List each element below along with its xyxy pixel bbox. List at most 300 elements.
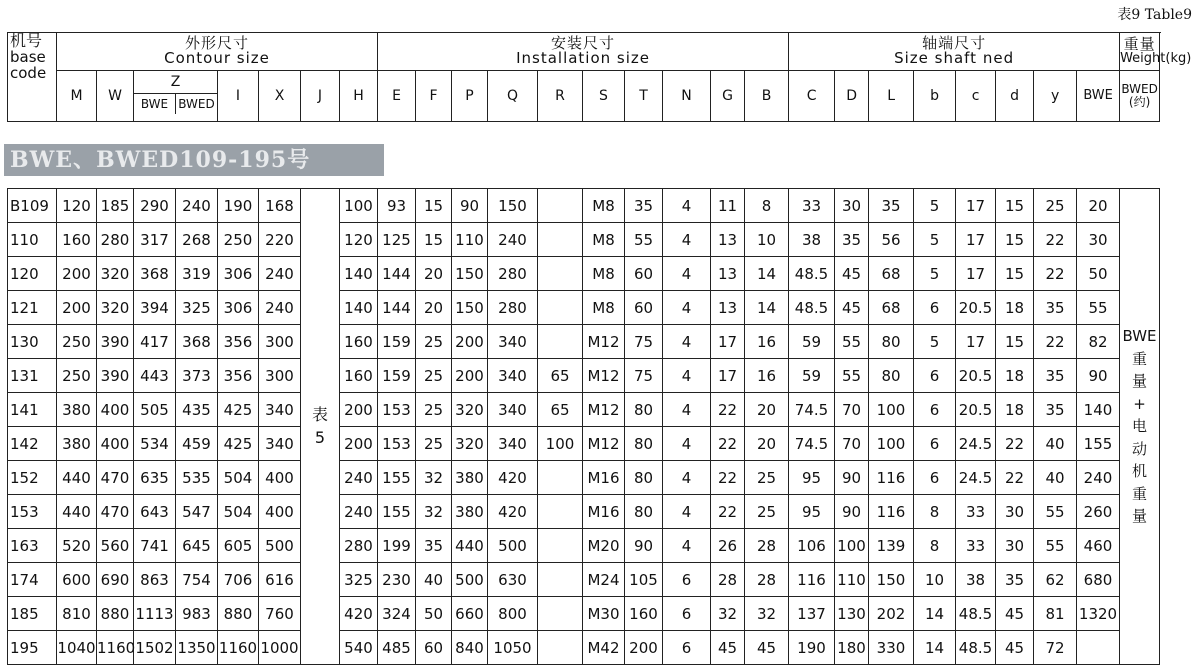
cell-r [538,529,583,563]
cell-w_bwe: 155 [1077,427,1120,461]
weight-note-char: 电 [1131,417,1147,436]
cell-w_bwe: 240 [1077,461,1120,495]
cell-h: 240 [340,495,378,529]
cell-q: 800 [488,597,538,631]
table-row [8,393,1160,427]
cell-p: 320 [452,393,488,427]
cell-p: 150 [452,257,488,291]
cell-w: 470 [97,461,134,495]
weight-note-char: + [1133,394,1146,413]
cell-z_bwe: 417 [134,325,176,359]
cell-g: 26 [711,529,745,563]
col-d-small-header: d [996,70,1034,121]
cell-q: 340 [488,359,538,393]
cell-e: 199 [378,529,416,563]
cell-g: 13 [711,223,745,257]
cell-x: 220 [259,223,301,257]
cell-w_bwe: 50 [1077,257,1120,291]
cell-c: 106 [789,529,835,563]
cell-w: 280 [97,223,134,257]
cell-h: 280 [340,529,378,563]
cell-i: 190 [218,189,259,223]
cell-e: 155 [378,495,416,529]
cell-d: 180 [835,631,869,665]
cell-z_bwe: 643 [134,495,176,529]
cell-f: 32 [416,461,452,495]
cell-d: 35 [835,223,869,257]
cell-z_bwed: 459 [176,427,218,461]
cell-c: 33 [956,495,996,529]
col-p-header: P [452,70,488,121]
cell-b: 8 [914,495,956,529]
col-f-header: F [416,70,452,121]
cell-h: 540 [340,631,378,665]
cell-w: 390 [97,325,134,359]
cell-d: 30 [996,529,1034,563]
z-label: Z [134,71,217,94]
cell-l: 35 [869,189,914,223]
install-zh: 安装尺寸 [551,33,616,52]
cell-m: 520 [57,529,97,563]
cell-d: 55 [835,359,869,393]
cell-p: 500 [452,563,488,597]
cell-q: 500 [488,529,538,563]
model-header [8,33,57,122]
cell-s: M8 [583,291,625,325]
cell-w_bwe: 30 [1077,223,1120,257]
cell-g: 17 [711,325,745,359]
col-d-header: D [835,70,869,121]
cell-d: 45 [835,291,869,325]
cell-w_bwe: 260 [1077,495,1120,529]
z-bwe-label: BWE [134,94,176,114]
cell-b: 6 [914,427,956,461]
cell-h: 160 [340,325,378,359]
cell-e: 93 [378,189,416,223]
cell-l: 139 [869,529,914,563]
table-row [8,461,1160,495]
cell-x: 400 [259,495,301,529]
cell-q: 1050 [488,631,538,665]
cell-b: 25 [745,495,789,529]
cell-l: 80 [869,359,914,393]
cell-c: 24.5 [956,427,996,461]
col-h-header: H [340,70,378,121]
cell-model: 120 [8,257,57,291]
cell-c: 95 [789,461,835,495]
cell-m: 250 [57,359,97,393]
cell-n: 4 [663,189,711,223]
cell-b: 14 [914,597,956,631]
cell-m: 1040 [57,631,97,665]
cell-c: 17 [956,189,996,223]
cell-p: 840 [452,631,488,665]
cell-b: 14 [745,257,789,291]
cell-h: 140 [340,257,378,291]
cell-q: 340 [488,325,538,359]
cell-w_bwe: 20 [1077,189,1120,223]
cell-n: 4 [663,325,711,359]
cell-z_bwed: 1350 [176,631,218,665]
cell-w_bwe: 140 [1077,393,1120,427]
cell-d: 70 [835,427,869,461]
cell-c: 48.5 [956,597,996,631]
cell-i: 504 [218,495,259,529]
cell-f: 40 [416,563,452,597]
cell-h: 200 [340,427,378,461]
cell-g: 22 [711,427,745,461]
cell-i: 880 [218,597,259,631]
cell-w: 1160 [97,631,134,665]
install-en: Installation size [516,49,651,68]
cell-b: 8 [914,529,956,563]
cell-c: 190 [789,631,835,665]
cell-s: M30 [583,597,625,631]
cell-c: 48.5 [789,257,835,291]
cell-f: 60 [416,631,452,665]
cell-e: 230 [378,563,416,597]
cell-s: M20 [583,529,625,563]
cell-b: 25 [745,461,789,495]
cell-s: M8 [583,223,625,257]
cell-z_bwed: 547 [176,495,218,529]
cell-model: 195 [8,631,57,665]
cell-f: 25 [416,359,452,393]
cell-d: 30 [996,495,1034,529]
cell-x: 300 [259,359,301,393]
cell-z_bwe: 317 [134,223,176,257]
cell-b: 20 [745,427,789,461]
cell-c: 24.5 [956,461,996,495]
cell-z_bwe: 635 [134,461,176,495]
cell-e: 125 [378,223,416,257]
weight-note-char: 量 [1131,507,1147,526]
col-b-header: B [745,70,789,121]
cell-y: 72 [1034,631,1077,665]
cell-d: 45 [996,597,1034,631]
cell-h: 240 [340,461,378,495]
table-row [8,223,1160,257]
cell-q: 340 [488,393,538,427]
cell-z_bwed: 645 [176,529,218,563]
col-t-header: T [625,70,663,121]
cell-f: 15 [416,189,452,223]
cell-z_bwe: 290 [134,189,176,223]
cell-w: 560 [97,529,134,563]
cell-z_bwe: 741 [134,529,176,563]
weight-en: Weight(kg) [1120,51,1192,67]
cell-n: 4 [663,291,711,325]
cell-t: 80 [625,393,663,427]
cell-t: 55 [625,223,663,257]
cell-t: 80 [625,495,663,529]
cell-m: 440 [57,495,97,529]
cell-b: 6 [914,461,956,495]
cell-i: 605 [218,529,259,563]
j-note-num: 5 [314,427,326,447]
cell-b: 5 [914,189,956,223]
cell-model: 141 [8,393,57,427]
cell-w: 690 [97,563,134,597]
cell-w_bwe: 55 [1077,291,1120,325]
cell-c: 38 [789,223,835,257]
cell-b: 6 [914,291,956,325]
cell-b: 10 [914,563,956,597]
cell-g: 22 [711,461,745,495]
cell-d: 18 [996,359,1034,393]
cell-m: 380 [57,393,97,427]
weight-bwed-header [1120,70,1160,121]
cell-r [538,223,583,257]
cell-x: 340 [259,393,301,427]
cell-l: 68 [869,291,914,325]
cell-d: 45 [996,631,1034,665]
cell-t: 80 [625,427,663,461]
contour-en: Contour size [164,49,270,68]
cell-c: 20.5 [956,291,996,325]
cell-y: 55 [1034,529,1077,563]
weight-bwe-header: BWE [1077,70,1120,121]
cell-n: 4 [663,495,711,529]
cell-b: 5 [914,325,956,359]
cell-g: 11 [711,189,745,223]
cell-x: 240 [259,257,301,291]
cell-c: 74.5 [789,393,835,427]
cell-g: 22 [711,393,745,427]
cell-b: 14 [914,631,956,665]
cell-g: 13 [711,257,745,291]
contour-group-header [57,33,378,71]
cell-z_bwed: 754 [176,563,218,597]
cell-h: 120 [340,223,378,257]
cell-d: 18 [996,393,1034,427]
cell-s: M42 [583,631,625,665]
cell-z_bwe: 505 [134,393,176,427]
cell-c: 95 [789,495,835,529]
cell-c: 59 [789,325,835,359]
cell-h: 420 [340,597,378,631]
cell-d: 15 [996,189,1034,223]
cell-h: 325 [340,563,378,597]
cell-n: 4 [663,427,711,461]
cell-f: 20 [416,257,452,291]
cell-s: M16 [583,461,625,495]
col-c-small-header: c [956,70,996,121]
cell-r [538,189,583,223]
cell-t: 105 [625,563,663,597]
cell-w: 400 [97,393,134,427]
cell-b: 16 [745,325,789,359]
cell-d: 22 [996,461,1034,495]
cell-i: 504 [218,461,259,495]
cell-t: 60 [625,291,663,325]
table-row [8,563,1160,597]
cell-r: 65 [538,359,583,393]
cell-f: 35 [416,529,452,563]
cell-r [538,597,583,631]
cell-n: 6 [663,563,711,597]
cell-z_bwe: 1502 [134,631,176,665]
cell-x: 340 [259,427,301,461]
cell-s: M24 [583,563,625,597]
cell-d: 90 [835,461,869,495]
cell-l: 116 [869,461,914,495]
cell-i: 356 [218,325,259,359]
table-row [8,495,1160,529]
cell-p: 200 [452,325,488,359]
cell-q: 150 [488,189,538,223]
cell-t: 75 [625,359,663,393]
cell-y: 22 [1034,257,1077,291]
cell-p: 380 [452,461,488,495]
cell-d: 15 [996,325,1034,359]
cell-z_bwed: 319 [176,257,218,291]
cell-z_bwe: 863 [134,563,176,597]
cell-d: 30 [835,189,869,223]
cell-r [538,631,583,665]
cell-l: 100 [869,427,914,461]
cell-s: M12 [583,393,625,427]
cell-model: 152 [8,461,57,495]
cell-n: 4 [663,529,711,563]
cell-w_bwe: 1320 [1077,597,1120,631]
cell-b: 6 [914,359,956,393]
col-l-header: L [869,70,914,121]
cell-z_bwed: 435 [176,393,218,427]
cell-b: 16 [745,359,789,393]
cell-h: 200 [340,393,378,427]
col-i-header: I [218,70,259,121]
dimension-table [7,188,1160,665]
cell-p: 150 [452,291,488,325]
cell-r: 65 [538,393,583,427]
cell-c: 38 [956,563,996,597]
shaft-en: Size shaft ned [894,49,1015,68]
cell-c: 59 [789,359,835,393]
col-c-header: C [789,70,835,121]
cell-s: M12 [583,427,625,461]
weight-note-cell [1120,189,1160,665]
cell-d: 55 [835,325,869,359]
cell-f: 20 [416,291,452,325]
cell-m: 380 [57,427,97,461]
cell-w_bwe: 82 [1077,325,1120,359]
cell-b: 10 [745,223,789,257]
cell-g: 45 [711,631,745,665]
table-row [8,427,1160,461]
cell-d: 22 [996,427,1034,461]
table-row [8,631,1160,665]
cell-m: 810 [57,597,97,631]
cell-f: 50 [416,597,452,631]
cell-e: 144 [378,291,416,325]
cell-e: 159 [378,359,416,393]
cell-s: M16 [583,495,625,529]
weight-bwed-label: BWED [1121,81,1158,96]
cell-n: 6 [663,597,711,631]
cell-p: 380 [452,495,488,529]
cell-x: 300 [259,325,301,359]
cell-y: 81 [1034,597,1077,631]
cell-c: 33 [789,189,835,223]
cell-l: 100 [869,393,914,427]
cell-y: 40 [1034,427,1077,461]
cell-s: M8 [583,189,625,223]
cell-p: 90 [452,189,488,223]
cell-model: 130 [8,325,57,359]
cell-p: 110 [452,223,488,257]
cell-f: 25 [416,427,452,461]
weight-note-char: 重 [1131,349,1147,368]
contour-zh: 外形尺寸 [184,33,249,52]
cell-model: 153 [8,495,57,529]
cell-s: M12 [583,325,625,359]
cell-z_bwe: 443 [134,359,176,393]
col-m-header: M [57,70,97,121]
cell-d: 130 [835,597,869,631]
cell-c: 17 [956,223,996,257]
cell-z_bwed: 373 [176,359,218,393]
cell-q: 340 [488,427,538,461]
cell-p: 660 [452,597,488,631]
cell-m: 160 [57,223,97,257]
cell-g: 13 [711,291,745,325]
cell-e: 155 [378,461,416,495]
cell-c: 116 [789,563,835,597]
cell-e: 153 [378,427,416,461]
cell-w: 470 [97,495,134,529]
table-row [8,291,1160,325]
cell-y: 22 [1034,325,1077,359]
cell-y: 35 [1034,359,1077,393]
cell-r [538,257,583,291]
cell-d: 70 [835,393,869,427]
z-bwed-label: BWED [178,96,215,111]
cell-y: 35 [1034,291,1077,325]
cell-n: 4 [663,393,711,427]
cell-n: 6 [663,631,711,665]
shaft-zh: 轴端尺寸 [922,33,987,52]
cell-l: 150 [869,563,914,597]
cell-w: 320 [97,257,134,291]
cell-l: 80 [869,325,914,359]
cell-t: 60 [625,257,663,291]
cell-c: 48.5 [789,291,835,325]
cell-e: 153 [378,393,416,427]
cell-n: 4 [663,223,711,257]
cell-b: 5 [914,257,956,291]
weight-group-header [1120,33,1192,71]
cell-y: 55 [1034,495,1077,529]
cell-w_bwe [1077,631,1120,665]
cell-s: M8 [583,257,625,291]
cell-w: 185 [97,189,134,223]
cell-s: M12 [583,359,625,393]
col-j-header: J [301,70,340,121]
cell-c: 17 [956,325,996,359]
header-table [7,31,1192,122]
table-caption: 表9 Table9 [1117,7,1192,23]
cell-l: 330 [869,631,914,665]
j-note-cell [301,189,340,665]
cell-b: 6 [914,393,956,427]
cell-z_bwed: 535 [176,461,218,495]
cell-q: 420 [488,461,538,495]
cell-z_bwed: 368 [176,325,218,359]
cell-d: 35 [996,563,1034,597]
cell-z_bwe: 394 [134,291,176,325]
cell-i: 1160 [218,631,259,665]
